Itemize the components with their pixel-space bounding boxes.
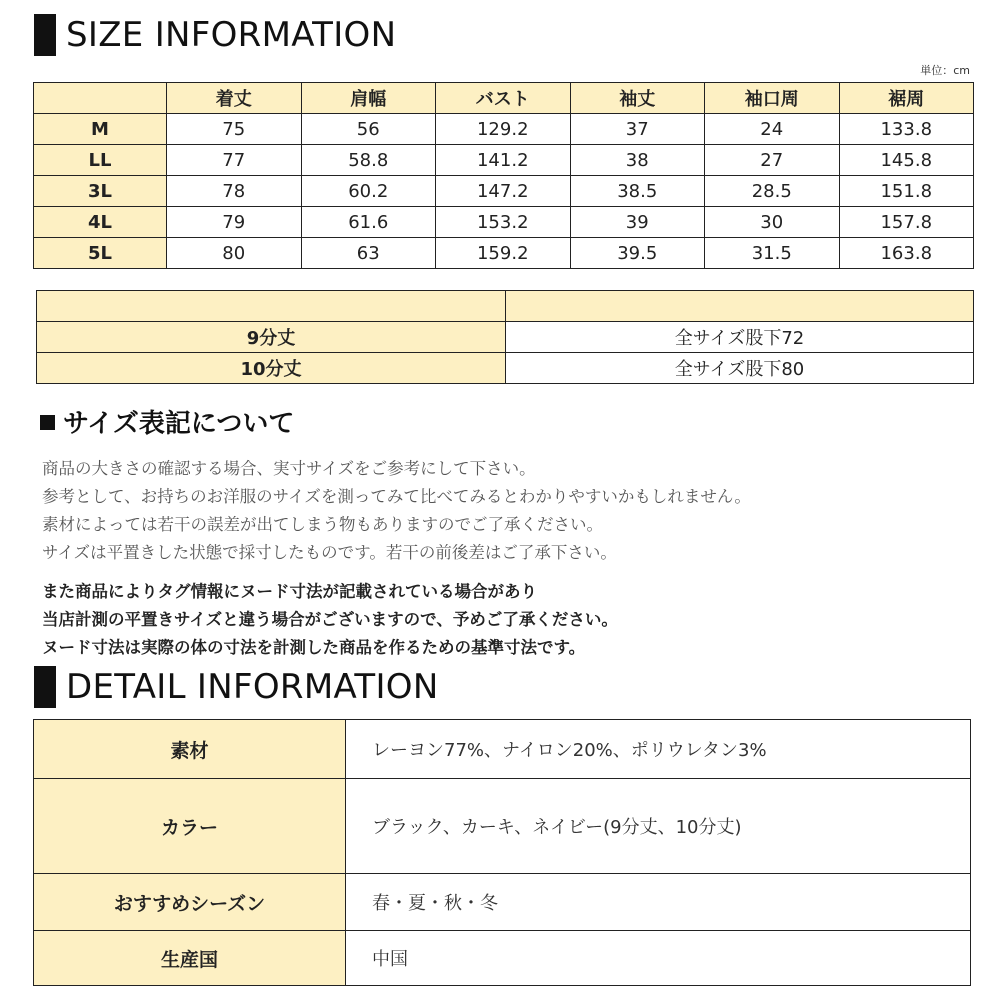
detail-value-cell: ブラック、カーキ、ネイビー(9分丈、10分丈) bbox=[346, 779, 971, 874]
length-label-cell: 9分丈 bbox=[37, 322, 506, 353]
table-row bbox=[34, 114, 974, 145]
value-cell: 61.6 bbox=[301, 207, 436, 238]
length-header-cell bbox=[37, 291, 506, 322]
header-cell: 着丈 bbox=[167, 83, 302, 114]
value-cell: 30 bbox=[705, 207, 840, 238]
bold-note-line: ヌード寸法は実際の体の寸法を計測した商品を作るための基準寸法です。 bbox=[42, 638, 586, 657]
value-cell: 63 bbox=[301, 238, 436, 269]
table-row bbox=[34, 238, 974, 269]
bold-note-line: また商品によりタグ情報にヌード寸法が記載されている場合があり bbox=[42, 582, 537, 601]
detail-label-cell: おすすめシーズン bbox=[34, 874, 346, 931]
size-information-heading bbox=[34, 14, 396, 56]
length-value-cell: 全サイズ股下72 bbox=[506, 322, 974, 353]
note-line: 参考として、お持ちのお洋服のサイズを測ってみて比べてみるとわかりやすいかもしれません。 bbox=[42, 487, 751, 506]
value-cell: 56 bbox=[301, 114, 436, 145]
value-cell: 141.2 bbox=[436, 145, 571, 176]
value-cell: 133.8 bbox=[839, 114, 974, 145]
size-table-header-row bbox=[34, 83, 974, 114]
bold-note-line: 当店計測の平置きサイズと違う場合がございますので、予めご了承ください。 bbox=[42, 610, 618, 629]
value-cell: 31.5 bbox=[705, 238, 840, 269]
size-label-cell: LL bbox=[34, 145, 167, 176]
size-notes-title-text: サイズ表記について bbox=[63, 409, 295, 439]
value-cell: 58.8 bbox=[301, 145, 436, 176]
value-cell: 75 bbox=[167, 114, 302, 145]
value-cell: 78 bbox=[167, 176, 302, 207]
value-cell: 79 bbox=[167, 207, 302, 238]
value-cell: 145.8 bbox=[839, 145, 974, 176]
table-row bbox=[37, 322, 974, 353]
value-cell: 38 bbox=[570, 145, 705, 176]
detail-label-cell: 素材 bbox=[34, 720, 346, 779]
length-table-header-row bbox=[37, 291, 974, 322]
table-row bbox=[34, 176, 974, 207]
value-cell: 153.2 bbox=[436, 207, 571, 238]
size-table-corner-cell bbox=[34, 83, 167, 114]
value-cell: 77 bbox=[167, 145, 302, 176]
value-cell: 39 bbox=[570, 207, 705, 238]
detail-information-title: DETAIL INFORMATION bbox=[66, 667, 439, 707]
length-table bbox=[36, 290, 974, 384]
size-label-cell: 5L bbox=[34, 238, 167, 269]
header-cell: 袖丈 bbox=[570, 83, 705, 114]
table-row bbox=[34, 874, 971, 931]
header-cell: バスト bbox=[436, 83, 571, 114]
size-label-cell: M bbox=[34, 114, 167, 145]
size-label-cell: 3L bbox=[34, 176, 167, 207]
detail-value-cell: 中国 bbox=[346, 931, 971, 986]
detail-label-cell: 生産国 bbox=[34, 931, 346, 986]
value-cell: 24 bbox=[705, 114, 840, 145]
table-row bbox=[34, 207, 974, 238]
size-table bbox=[33, 82, 974, 269]
table-row bbox=[37, 353, 974, 384]
value-cell: 28.5 bbox=[705, 176, 840, 207]
table-row bbox=[34, 779, 971, 874]
size-information-title: SIZE INFORMATION bbox=[66, 15, 397, 55]
value-cell: 147.2 bbox=[436, 176, 571, 207]
value-cell: 60.2 bbox=[301, 176, 436, 207]
table-row bbox=[34, 931, 971, 986]
value-cell: 38.5 bbox=[570, 176, 705, 207]
detail-label-cell: カラー bbox=[34, 779, 346, 874]
value-cell: 151.8 bbox=[839, 176, 974, 207]
detail-information-heading bbox=[34, 666, 439, 708]
note-line: 商品の大きさの確認する場合、実寸サイズをご参考にして下さい。 bbox=[42, 459, 536, 478]
length-header-cell bbox=[506, 291, 974, 322]
header-cell: 肩幅 bbox=[301, 83, 436, 114]
size-notes-title bbox=[40, 403, 294, 440]
detail-value-cell: 春・夏・秋・冬 bbox=[346, 874, 971, 931]
value-cell: 163.8 bbox=[839, 238, 974, 269]
length-label-cell: 10分丈 bbox=[37, 353, 506, 384]
table-row bbox=[34, 720, 971, 779]
size-label-cell: 4L bbox=[34, 207, 167, 238]
detail-table bbox=[33, 719, 971, 986]
value-cell: 157.8 bbox=[839, 207, 974, 238]
square-bullet-icon bbox=[40, 415, 55, 430]
heading-bar bbox=[34, 666, 56, 708]
header-cell: 袖口周 bbox=[705, 83, 840, 114]
length-value-cell: 全サイズ股下80 bbox=[506, 353, 974, 384]
value-cell: 37 bbox=[570, 114, 705, 145]
value-cell: 159.2 bbox=[436, 238, 571, 269]
value-cell: 39.5 bbox=[570, 238, 705, 269]
header-cell: 裾周 bbox=[839, 83, 974, 114]
unit-label: 単位：cm bbox=[920, 64, 970, 77]
table-row bbox=[34, 145, 974, 176]
note-line: 素材によっては若干の誤差が出てしまう物もありますのでご了承ください。 bbox=[42, 515, 603, 534]
value-cell: 80 bbox=[167, 238, 302, 269]
detail-value-cell: レーヨン77%、ナイロン20%、ポリウレタン3% bbox=[346, 720, 971, 779]
value-cell: 27 bbox=[705, 145, 840, 176]
note-line: サイズは平置きした状態で採寸したものです。若干の前後差はご了承下さい。 bbox=[42, 543, 617, 562]
heading-bar bbox=[34, 14, 56, 56]
value-cell: 129.2 bbox=[436, 114, 571, 145]
